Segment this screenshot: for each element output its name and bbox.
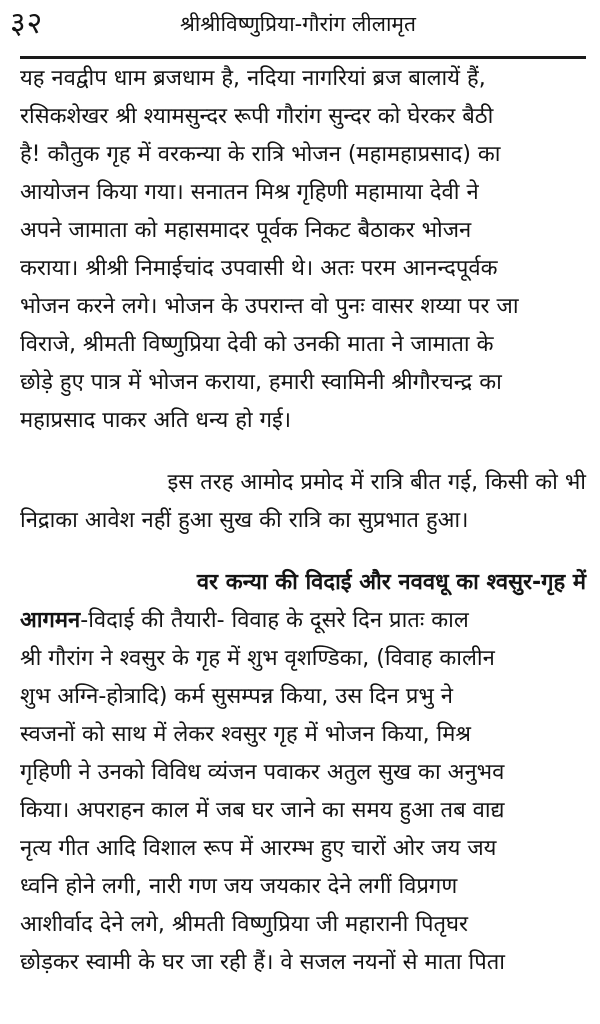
indent: [20, 564, 82, 602]
text-line: कराया। श्रीश्री निमाईचांद उपवासी थे। अतः परम आनन्दपूर्वक: [20, 256, 498, 281]
body-text: [20, 60, 586, 982]
page-number: ३२: [10, 6, 44, 41]
heading-text: वर कन्या की विदाई और नववधू का श्वसुर-गृह में: [196, 570, 586, 595]
paragraph: [20, 564, 586, 982]
text-line: किया। अपराहन काल में जब घर जाने का समय हुआ तब वाद्य: [20, 798, 505, 823]
page-header: [0, 0, 600, 62]
text-line: [20, 464, 586, 502]
text-line: आशीर्वाद देने लगे, श्रीमती विष्णुप्रिया जी महारानी पितृघर: [20, 912, 469, 937]
text-line-content: इस तरह आमोद प्रमोद में रात्रि बीत गई, किसी को भी: [167, 470, 586, 495]
text-line: ध्वनि होने लगी, नारी गण जय जयकार देने लगीं विप्रगण: [20, 874, 458, 899]
paragraph: [20, 464, 586, 540]
text-line: स्वजनों को साथ में लेकर श्वसुर गृह में भोजन किया, मिश्र: [20, 722, 471, 747]
text-line: महाप्रसाद पाकर अति धन्य हो गई।: [20, 408, 292, 433]
paragraph-gap: [20, 440, 586, 464]
text-line: गृहिणी ने उनको विविध व्यंजन पवाकर अतुल सुख का अनुभव: [20, 760, 505, 785]
heading-end: आगमन: [20, 608, 81, 633]
text-line: यह नवद्वीप धाम ब्रजधाम है, नदिया नागरियां ब्रज बालायें हैं,: [20, 66, 486, 91]
indent: [20, 464, 82, 502]
text-line: श्री गौरांग ने श्वसुर के गृह में शुभ वृशण्डिका, (विवाह कालीन: [20, 646, 495, 671]
text-line: निद्राका आवेश नहीं हुआ सुख की रात्रि का सुप्रभात हुआ।: [20, 508, 469, 533]
text-line-content: -विदाई की तैयारी- विवाह के दूसरे दिन प्रातः काल: [80, 608, 469, 633]
text-line: आयोजन किया गया। सनातन मिश्र गृहिणी महामाया देवी ने: [20, 180, 479, 205]
text-line: विराजे, श्रीमती विष्णुप्रिया देवी को उनकी माता ने जामाता के: [20, 332, 494, 357]
running-title: श्रीश्रीविष्णुप्रिया-गौरांग लीलामृत: [180, 12, 416, 36]
header-rule: [20, 56, 586, 59]
section-heading: [20, 564, 586, 602]
text-line: नृत्य गीत आदि विशाल रूप में आरम्भ हुए चारों ओर जय जय: [20, 836, 497, 861]
text-line: रसिकशेखर श्री श्यामसुन्दर रूपी गौरांग सुन्दर को घेरकर बैठी: [20, 104, 494, 129]
text-line: अपने जामाता को महासमादर पूर्वक निकट बैठाकर भोजन: [20, 218, 472, 243]
paragraph-gap: [20, 540, 586, 564]
text-line: भोजन करने लगे। भोजन के उपरान्त वो पुनः वासर शय्या पर जा: [20, 294, 519, 319]
text-line: शुभ अग्नि-होत्रादि) कर्म सुसम्पन्न किया, उस दिन प्रभु ने: [20, 684, 454, 709]
text-line: [20, 602, 586, 640]
text-line: छोड़कर स्वामी के घर जा रही हैं। वे सजल नयनों से माता पिता: [20, 950, 505, 975]
paragraph: [20, 60, 586, 440]
text-line: है! कौतुक गृह में वरकन्या के रात्रि भोजन (महामहाप्रसाद) का: [20, 142, 501, 167]
text-line: छोड़े हुए पात्र में भोजन कराया, हमारी स्वामिनी श्रीगौरचन्द्र का: [20, 370, 502, 395]
